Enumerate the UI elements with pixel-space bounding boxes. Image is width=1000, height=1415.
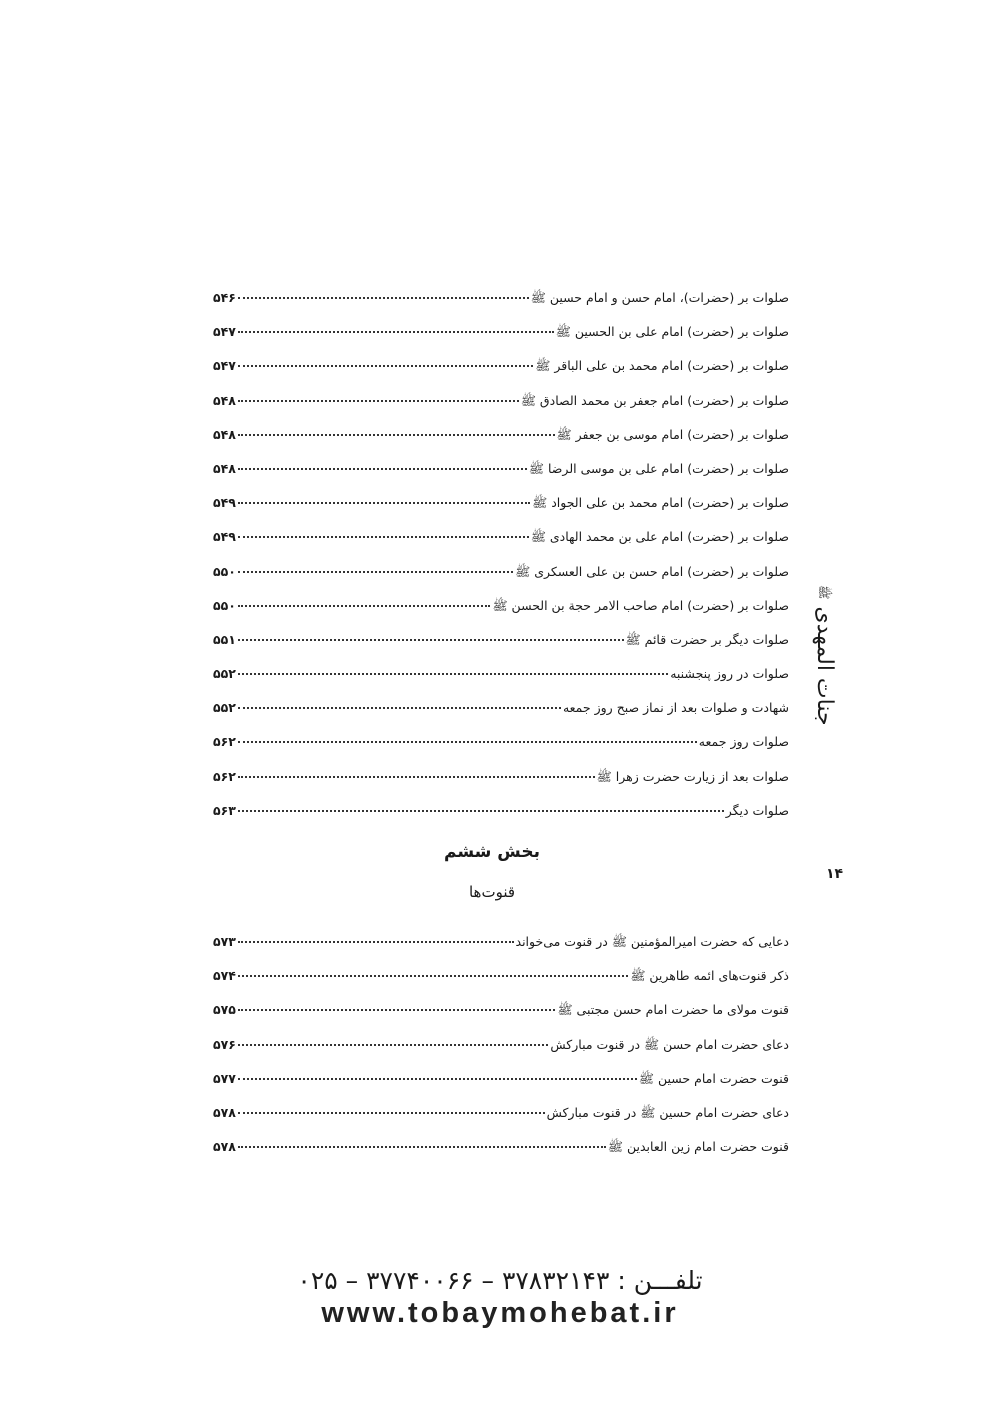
toc-entry[interactable] <box>213 1096 789 1130</box>
toc-section-1 <box>213 281 789 828</box>
toc-entry-page: ۵۴۶ <box>213 290 236 305</box>
toc-entry-title: صلوات بر (حضرات)، امام حسن و امام حسین ﷺ <box>530 290 789 305</box>
toc-section-2 <box>213 925 789 1164</box>
toc-entry-page: ۵۷۸ <box>213 1104 236 1120</box>
toc-entry-page: ۵۵۲ <box>213 700 236 716</box>
footer-phone: تلفـــن : ۳۷۸۳۲۱۴۳ – ۳۷۷۴۰۰۶۶ – ۰۲۵ <box>297 1266 703 1295</box>
toc-entry[interactable] <box>213 349 789 383</box>
dot-leader <box>238 502 530 504</box>
dot-leader <box>238 1044 548 1046</box>
toc-entry-title: دعایی که حضرت امیرالمؤمنین ﷺ در قنوت می‌خواند <box>515 934 789 949</box>
toc-entry-page: ۵۵۱ <box>213 631 236 647</box>
dot-leader <box>238 1009 556 1011</box>
toc-entry[interactable] <box>213 1130 789 1164</box>
dot-leader <box>238 1078 637 1080</box>
toc-entry-page: ۵۴۷ <box>213 358 236 374</box>
running-header-title <box>812 585 837 726</box>
toc-entry-title: صلوات دیگر بر حضرت قائم ﷺ <box>625 631 789 647</box>
toc-entry[interactable] <box>213 281 789 315</box>
dot-leader <box>238 975 628 977</box>
toc-entry[interactable] <box>213 589 789 623</box>
dot-leader <box>238 639 624 641</box>
toc-entry-title: صلوات بر (حضرت) امام صاحب الامر حجة بن الحسن ﷺ <box>492 597 789 613</box>
toc-entry-title: صلوات دیگر <box>725 802 789 818</box>
toc-entry[interactable] <box>213 555 789 589</box>
toc-entry-page: ۵۷۸ <box>213 1139 236 1155</box>
toc-entry[interactable] <box>213 657 789 691</box>
toc-entry-page: ۵۴۹ <box>213 529 236 545</box>
dot-leader <box>238 468 527 470</box>
page-number: ۱۴ <box>826 866 844 882</box>
toc-entry-page: ۵۴۸ <box>213 460 236 476</box>
toc-entry-page: ۵۵۰ <box>213 563 236 579</box>
toc-entry[interactable] <box>213 959 789 993</box>
toc-entry-title: قنوت مولای ما حضرت امام حسن مجتبی ﷺ <box>557 1002 789 1018</box>
toc-entry-title: قنوت حضرت امام زین العابدین ﷺ <box>607 1139 789 1155</box>
toc-entry-title: صلوات بر (حضرت) امام علی بن موسی الرضا ﷺ <box>528 460 789 476</box>
dot-leader <box>238 776 595 778</box>
toc-entry[interactable] <box>213 452 789 486</box>
toc-entry-page: ۵۴۷ <box>213 324 236 340</box>
toc-entry-title: قنوت حضرت امام حسین ﷺ <box>638 1070 789 1086</box>
dot-leader <box>238 297 529 299</box>
dot-leader <box>238 673 668 675</box>
toc-entry-title: صلوات در روز پنجشنبه <box>670 666 789 682</box>
toc-entry[interactable] <box>213 925 789 959</box>
toc-entry-title: صلوات بعد از زیارت حضرت زهرا ﷺ <box>596 768 789 784</box>
toc-entry-page: ۵۷۳ <box>213 934 236 949</box>
toc-entry[interactable] <box>213 760 789 794</box>
toc-entry-title: صلوات بر (حضرت) امام موسی بن جعفر ﷺ <box>556 426 789 442</box>
honorific-glyph: ﷺ <box>817 585 831 600</box>
toc-entry-title: صلوات بر (حضرت) امام جعفر بن محمد الصادق ﷺ <box>520 392 789 408</box>
toc-entry-page: ۵۶۲ <box>213 734 236 750</box>
dot-leader <box>238 741 697 743</box>
toc-entry-title: شهادت و صلوات بعد از نماز صبح روز جمعه <box>562 700 789 716</box>
toc-entry[interactable] <box>213 691 789 725</box>
toc-entry-page: ۵۷۵ <box>213 1002 236 1018</box>
dot-leader <box>238 365 533 367</box>
dot-leader <box>238 605 491 607</box>
dot-leader <box>238 810 724 812</box>
toc-entry[interactable] <box>213 725 789 759</box>
toc-entry[interactable] <box>213 1062 789 1096</box>
toc-entry[interactable] <box>213 1028 789 1062</box>
dot-leader <box>238 1146 606 1148</box>
dot-leader <box>238 1112 545 1114</box>
book-title: جنات المهدی <box>812 606 837 726</box>
toc-entry[interactable] <box>213 418 789 452</box>
toc-entry[interactable] <box>213 486 789 520</box>
section-heading: بخش ششم <box>444 842 540 862</box>
dot-leader <box>238 941 514 943</box>
toc-entry-page: ۵۴۹ <box>213 495 236 511</box>
toc-entry-title: صلوات بر (حضرت) امام علی بن محمد الهادی ﷺ <box>530 529 789 545</box>
toc-entry-page: ۵۶۲ <box>213 768 236 784</box>
toc-entry[interactable] <box>213 520 789 554</box>
toc-entry-page: ۵۴۸ <box>213 426 236 442</box>
toc-entry[interactable] <box>213 315 789 349</box>
toc-entry-title: صلوات روز جمعه <box>698 734 789 750</box>
toc-entry-page: ۵۷۶ <box>213 1036 236 1052</box>
toc-entry-title: صلوات بر (حضرت) امام حسن بن علی العسکری ﷺ <box>515 563 789 579</box>
toc-entry-page: ۵۵۰ <box>213 597 236 613</box>
dot-leader <box>238 331 554 333</box>
toc-entry-page: ۵۴۸ <box>213 392 236 408</box>
toc-entry-title: دعای حضرت امام حسین ﷺ در قنوت مبارکش <box>546 1104 789 1120</box>
toc-entry[interactable] <box>213 993 789 1027</box>
toc-entry-page: ۵۶۳ <box>213 802 236 818</box>
toc-entry[interactable] <box>213 384 789 418</box>
toc-entry-title: ذکر قنوت‌های ائمه طاهرین ﷺ <box>630 968 789 984</box>
toc-entry-page: ۵۵۲ <box>213 666 236 682</box>
dot-leader <box>238 400 519 402</box>
toc-entry[interactable] <box>213 623 789 657</box>
dot-leader <box>238 571 513 573</box>
dot-leader <box>238 434 555 436</box>
dot-leader <box>238 707 561 709</box>
dot-leader <box>238 536 529 538</box>
toc-entry-page: ۵۷۷ <box>213 1070 236 1086</box>
toc-entry-page: ۵۷۴ <box>213 968 236 984</box>
toc-entry[interactable] <box>213 794 789 828</box>
toc-entry-title: دعای حضرت امام حسن ﷺ در قنوت مبارکش <box>550 1036 789 1052</box>
toc-entry-title: صلوات بر (حضرت) امام علی بن الحسین ﷺ <box>555 324 789 340</box>
section-subheading: قنوت‌ها <box>468 883 516 901</box>
toc-entry-title: صلوات بر (حضرت) امام محمد بن علی الباقر ﷺ <box>535 358 789 374</box>
footer-website-link[interactable]: www.tobaymohebat.ir <box>321 1297 679 1329</box>
toc-entry-title: صلوات بر (حضرت) امام محمد بن علی الجواد ﷺ <box>532 495 789 511</box>
